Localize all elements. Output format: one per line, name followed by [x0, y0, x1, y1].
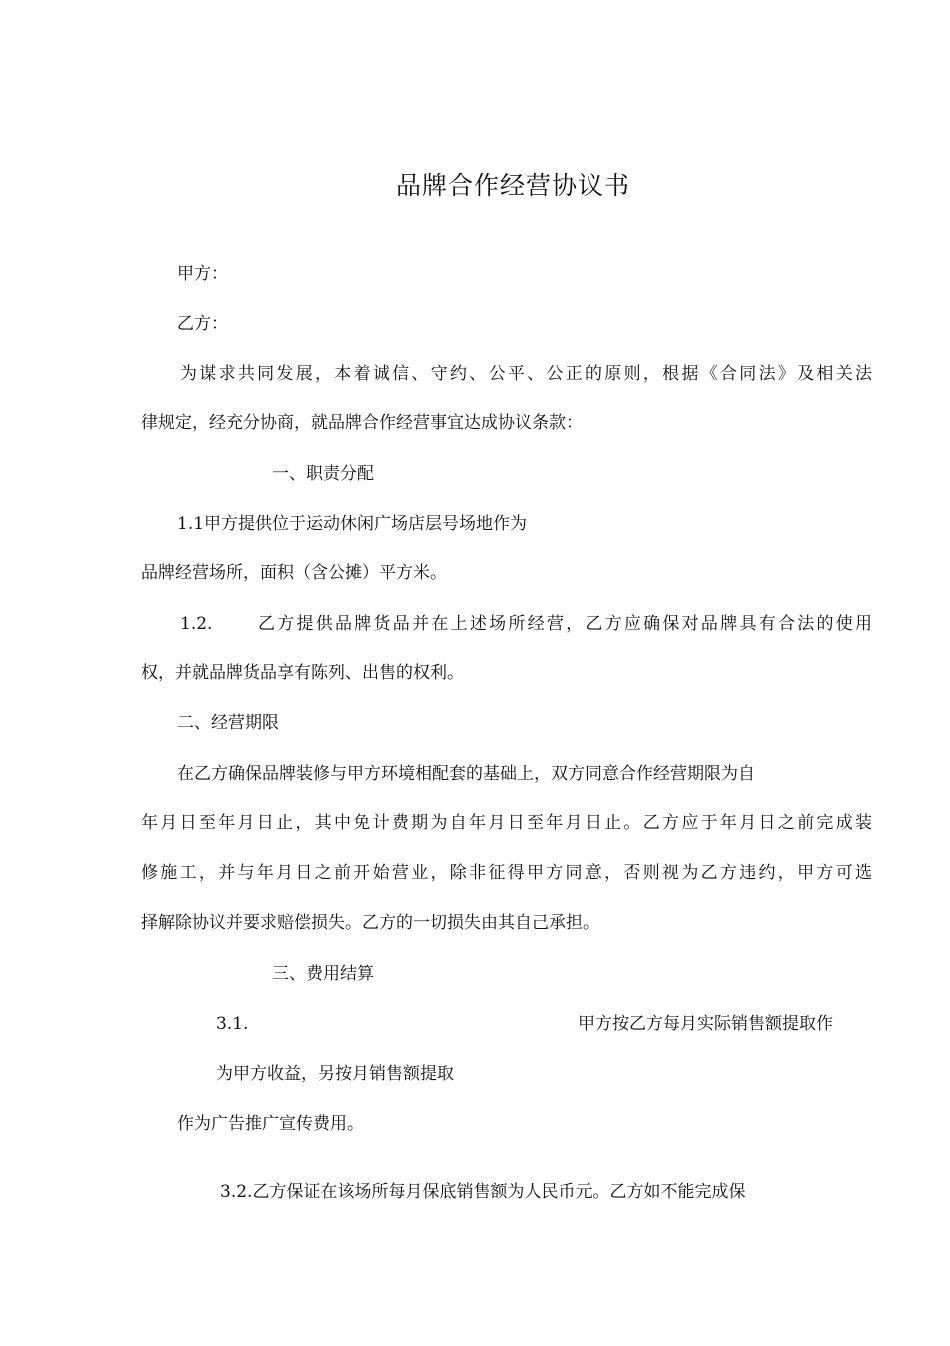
- clause-1-1-line-1: 1.1甲方提供位于运动休闲广场店层号场地作为: [177, 514, 528, 534]
- clause-1-2-line-1: 乙方提供品牌货品并在上述场所经营，乙方应确保对品牌具有合法的使用: [258, 614, 872, 634]
- section-1-heading: 一、职责分配: [272, 464, 374, 484]
- section-2-line-4: 择解除协议并要求赔偿损失。乙方的一切损失由其自己承担。: [141, 913, 600, 933]
- intro-line-1: 为谋求共同发展，本着诚信、守约、公平、公正的原则，根据《合同法》及相关法: [180, 364, 872, 384]
- clause-3-2-line-1: 3.2.乙方保证在该场所每月保底销售额为人民币元。乙方如不能完成保: [220, 1182, 746, 1202]
- section-2-heading: 二、经营期限: [177, 713, 279, 733]
- clause-1-1-line-2: 品牌经营场所，面积（含公摊）平方米。: [141, 563, 447, 583]
- clause-3-1-line-1: 甲方按乙方每月实际销售额提取作: [578, 1014, 833, 1034]
- clause-1-2-number: 1.2.: [180, 614, 213, 634]
- party-b-label: 乙方：: [177, 314, 228, 334]
- section-2-line-1: 在乙方确保品牌装修与甲方环境相配套的基础上，双方同意合作经营期限为自: [177, 764, 755, 784]
- party-a-label: 甲方：: [177, 264, 228, 284]
- section-2-line-2: 年月日至年月日止，其中免计费期为自年月日至年月日止。乙方应于年月日之前完成装: [141, 813, 872, 833]
- section-2-line-3: 修施工，并与年月日之前开始营业，除非征得甲方同意，否则视为乙方违约，甲方可选: [141, 863, 872, 883]
- page-title: 品牌合作经营协议书: [395, 171, 630, 200]
- clause-3-1-line-3: 作为广告推广宣传费用。: [177, 1114, 364, 1134]
- intro-line-2: 律规定，经充分协商，就品牌合作经营事宜达成协议条款：: [141, 413, 583, 433]
- clause-3-1-number: 3.1.: [216, 1014, 249, 1034]
- clause-3-1-line-2: 为甲方收益，另按月销售额提取: [216, 1064, 454, 1084]
- clause-1-2-line-2: 权，并就品牌货品享有陈列、出售的权利。: [141, 663, 464, 683]
- section-3-heading: 三、费用结算: [272, 964, 374, 984]
